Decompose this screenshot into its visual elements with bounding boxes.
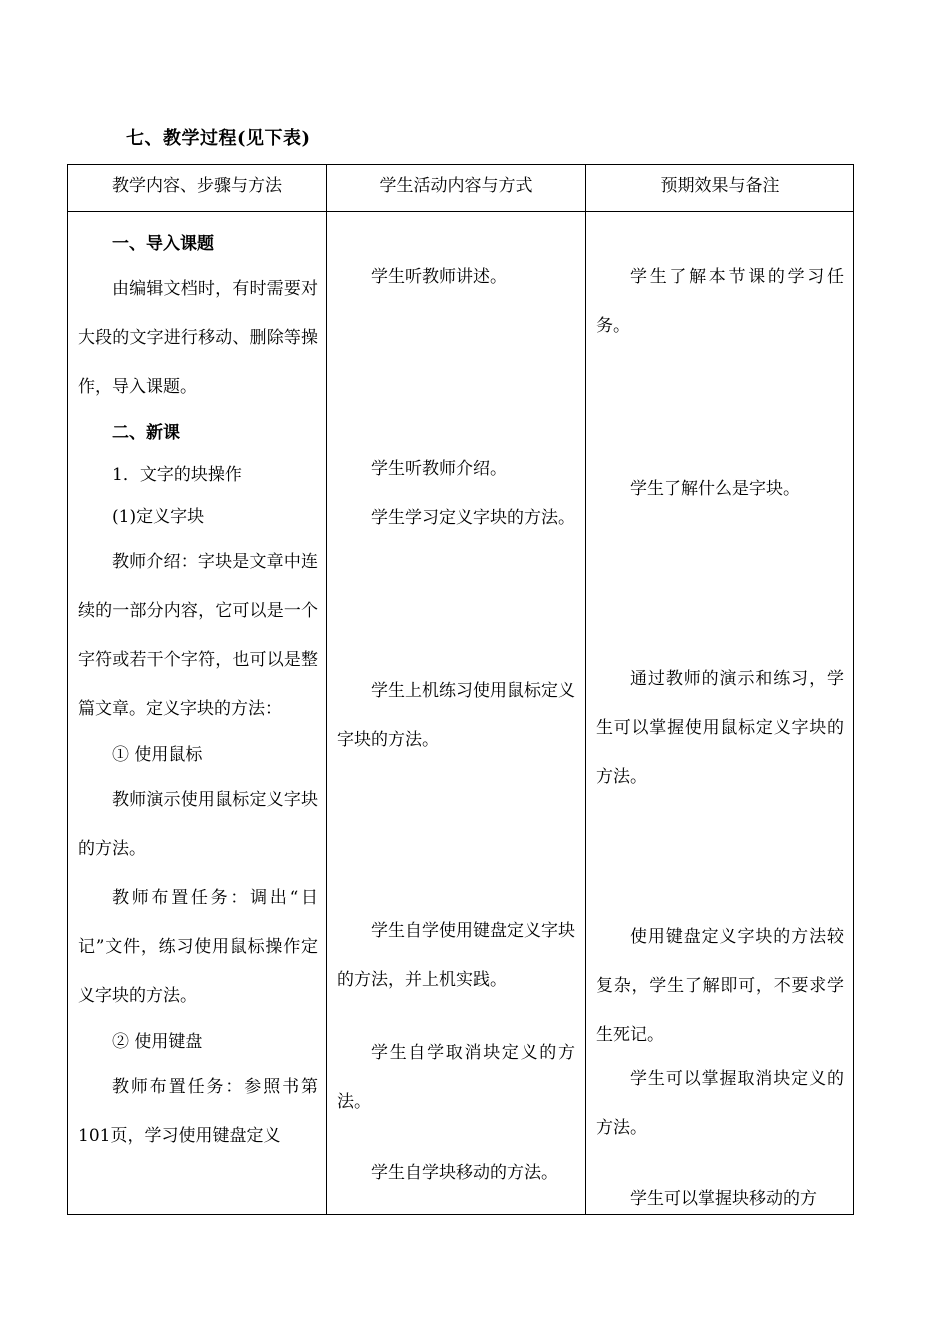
intro-text: 由编辑文档时，有时需要对大段的文字进行移动、删除等操作，导入课题。 [78,279,318,397]
header-teaching-content: 教学内容、步骤与方法 [112,176,282,196]
section-title: 七、教学过程(见下表) [126,128,311,149]
effect-5: 学生可以掌握取消块定义的方法。 [596,1069,844,1138]
column-divider-2 [585,165,586,1214]
heading-new-lesson: 二、新课 [112,423,180,443]
effect-3: 通过教师的演示和练习，学生可以掌握使用鼠标定义字块的方法。 [596,669,844,787]
teacher-intro-text: 教师介绍：字块是文章中连续的一部分内容，它可以是一个字符或若干个字符，也可以是整篇文章。定义字块的方法： [78,552,318,719]
activity-5: 学生自学使用键盘定义字块的方法，并上机实践。 [337,921,575,990]
header-student-activity: 学生活动内容与方式 [379,176,533,196]
effect-4: 使用键盘定义字块的方法较复杂，学生了解即可，不要求学生死记。 [596,927,844,1045]
teacher-task-2: 教师布置任务：参照书第101页，学习使用键盘定义 [78,1077,318,1146]
item-define-block: (1)定义字块 [112,507,205,527]
activity-6: 学生自学取消块定义的方法。 [337,1043,575,1112]
effect-2: 学生了解什么是字块。 [630,479,800,499]
item-block-operation: 1．文字的块操作 [112,465,242,485]
activity-7: 学生自学块移动的方法。 [371,1163,558,1183]
lesson-process-table [67,164,854,1215]
header-expected-effect: 预期效果与备注 [660,176,780,196]
activity-1: 学生听教师讲述。 [371,267,507,287]
effect-1: 学生了解本节课的学习任务。 [596,267,844,336]
header-divider [68,211,853,212]
teacher-demo-text: 教师演示使用鼠标定义字块的方法。 [78,790,318,859]
column-divider-1 [326,165,327,1214]
activity-4: 学生上机练习使用鼠标定义字块的方法。 [337,681,575,750]
activity-3: 学生学习定义字块的方法。 [371,508,575,528]
teaching-content-cell [78,223,318,1213]
effect-6: 学生可以掌握块移动的方 [630,1189,817,1209]
use-mouse-label: ① 使用鼠标 [112,745,203,765]
teacher-task-1: 教师布置任务：调出“日记”文件，练习使用鼠标操作定义字块的方法。 [78,888,318,1006]
use-keyboard-label: ② 使用键盘 [112,1032,203,1052]
activity-2: 学生听教师介绍。 学生学习定义字块的方法。 [337,445,575,543]
heading-intro: 一、导入课题 [112,234,214,254]
